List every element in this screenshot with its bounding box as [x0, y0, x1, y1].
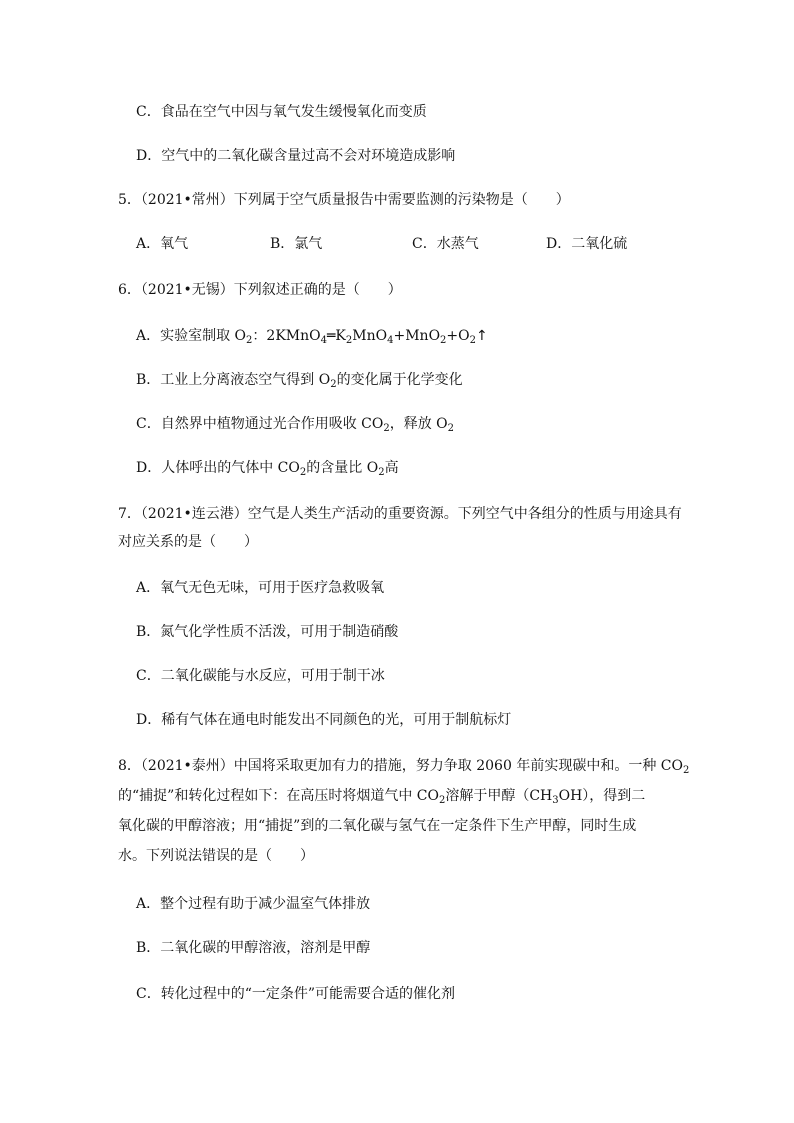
q5-option-c: C．水蒸气 [412, 236, 479, 252]
q7-stem-line1: 7．（2021•连云港）空气是人类生产活动的重要资源。下列空气中各组分的性质与用途具有 [118, 506, 682, 522]
q6-option-c: C．自然界中植物通过光合作用吸收 $CO_2$，释放 $O_2$ [136, 416, 455, 434]
q7-option-d: D．稀有气体在通电时能发出不同颜色的光，可用于制航标灯 [136, 712, 512, 728]
q8-option-a: A．整个过程有助于减少温室气体排放 [136, 896, 371, 912]
q7-option-a: A．氧气无色无味，可用于医疗急救吸氧 [136, 580, 385, 596]
q8-stem-line4: 水。下列说法错误的是（ ） [118, 848, 314, 864]
q6-option-b: B．工业上分离液态空气得到 $O_2$的变化属于化学变化 [136, 372, 463, 390]
q6-stem: 6．（2021•无锡）下列叙述正确的是（ ） [118, 282, 402, 298]
q6-option-a: A．实验室制取 $O_2$：$2KMnO_4═K_2MnO_4+MnO_2+O_2↑$ [136, 328, 488, 346]
q5-option-a: A．氧气 [136, 236, 189, 252]
q5-stem: 5．（2021•常州）下列属于空气质量报告中需要监测的污染物是（ ） [118, 192, 570, 208]
q8-option-c: C．转化过程中的“一定条件”可能需要合适的催化剂 [136, 986, 456, 1002]
q5-options [136, 234, 656, 254]
q4-option-d: D．空气中的二氧化碳含量过高不会对环境造成影响 [136, 148, 456, 164]
q5-option-b: B．氯气 [270, 236, 323, 252]
q8-option-b: B．二氧化碳的甲醇溶液，溶剂是甲醇 [136, 940, 371, 956]
q7-option-c: C．二氧化碳能与水反应，可用于制干冰 [136, 668, 385, 684]
q5-option-d: D．二氧化硫 [546, 236, 628, 252]
q6-option-d: D．人体呼出的气体中 $CO_2$的含量比 $O_2$高 [136, 460, 399, 478]
q7-option-b: B．氮气化学性质不活泼，可用于制造硝酸 [136, 624, 399, 640]
q8-stem-line2: 的“捕捉”和转化过程如下：在高压时将烟道气中 $CO_2$溶解于甲醇$(CH_3OH)$，得到二 [118, 788, 646, 806]
q8-stem-line1: 8．（2021•泰州）中国将采取更加有力的措施，努力争取 2060 年前实现碳中和。一种 $CO_2$ [118, 758, 690, 776]
q7-stem-line2: 对应关系的是（ ） [118, 534, 258, 550]
gas-arrow-icon: ↑ [476, 328, 488, 344]
q4-option-c: C．食品在空气中因与氧气发生缓慢氧化而变质 [136, 104, 427, 120]
q8-stem-line3: 氧化碳的甲醇溶液；用“捕捉”到的二氧化碳与氢气在一定条件下生产甲醇，同时生成 [118, 818, 637, 834]
